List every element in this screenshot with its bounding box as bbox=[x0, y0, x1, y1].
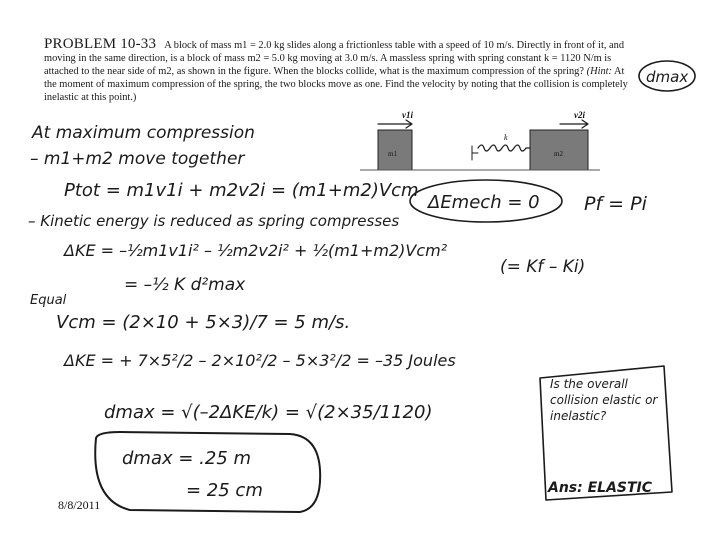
note-line-6: = –½ K d²max bbox=[124, 275, 246, 295]
dmax-circle-text: dmax bbox=[646, 68, 689, 86]
note-line-3: Ptot = m1v1i + m2v2i = (m1+m2)Vcm bbox=[64, 180, 419, 201]
note-line-4: – Kinetic energy is reduced as spring compresses bbox=[28, 212, 400, 230]
note-line-9: dmax = √(–2ΔKE/k) = √(2×35/1120) bbox=[104, 402, 433, 423]
problem-hint-label: (Hint: bbox=[586, 66, 613, 77]
spring-coil bbox=[478, 145, 530, 151]
label-v1: v1i bbox=[402, 110, 413, 120]
side-question-wrap bbox=[550, 376, 662, 476]
problem-title: PROBLEM 10-33 bbox=[44, 36, 157, 52]
arrow-v1 bbox=[378, 120, 412, 128]
label-v2: v2i bbox=[574, 110, 585, 120]
energy-conservation-text: ΔEmech = 0 bbox=[428, 192, 540, 213]
note-line-8: ΔKE = + 7×5²/2 – 2×10²/2 – 5×3²/2 = –35 Joules bbox=[64, 351, 456, 370]
equal-label: Equal bbox=[30, 293, 67, 308]
note-line-5: ΔKE = –½m1v1i² – ½m2v2i² + ½(m1+m2)Vcm² bbox=[64, 241, 448, 260]
side-answer: Ans: ELASTIC bbox=[548, 480, 653, 496]
arrow-v2 bbox=[560, 120, 588, 128]
spring-plate bbox=[472, 146, 478, 160]
problem-text: A block of mass m1 = 2.0 kg slides along a frictionless table with a speed of 10 m/s. Directly in front of it, and moving in the same direction, is a block of mass m2 = 5.0 kg moving at 3.0 m/s. A massless spring with spring constant k = 1120 N/m is attached to the near side of m2, as shown in the figure. When the blocks collide, what is the maximum compression of the spring? bbox=[44, 40, 625, 77]
figure bbox=[360, 110, 600, 170]
note-line-5-side: (= Kf – Ki) bbox=[500, 257, 586, 277]
note-line-1: At maximum compression bbox=[32, 123, 255, 143]
momentum-conservation-text: Pf = Pi bbox=[584, 193, 647, 215]
block-m2-label: m2 bbox=[554, 150, 563, 158]
footer-date: 8/8/2011 bbox=[58, 498, 101, 512]
block-m1-label: m1 bbox=[388, 150, 397, 158]
answer-line-2: = 25 cm bbox=[186, 480, 263, 501]
note-line-2: – m1+m2 move together bbox=[30, 149, 245, 169]
spring-k-label: k bbox=[504, 133, 508, 142]
side-question-text: Is the overall collision elastic or inelastic? bbox=[550, 377, 658, 423]
problem-hint: At the moment of maximum compression of the spring, the two blocks move as one. Find the velocity by noting that the collision is completely inelastic at this point.) bbox=[44, 66, 628, 103]
note-line-7: Vcm = (2×10 + 5×3)/7 = 5 m/s. bbox=[56, 312, 351, 333]
answer-line-1: dmax = .25 m bbox=[122, 448, 252, 469]
